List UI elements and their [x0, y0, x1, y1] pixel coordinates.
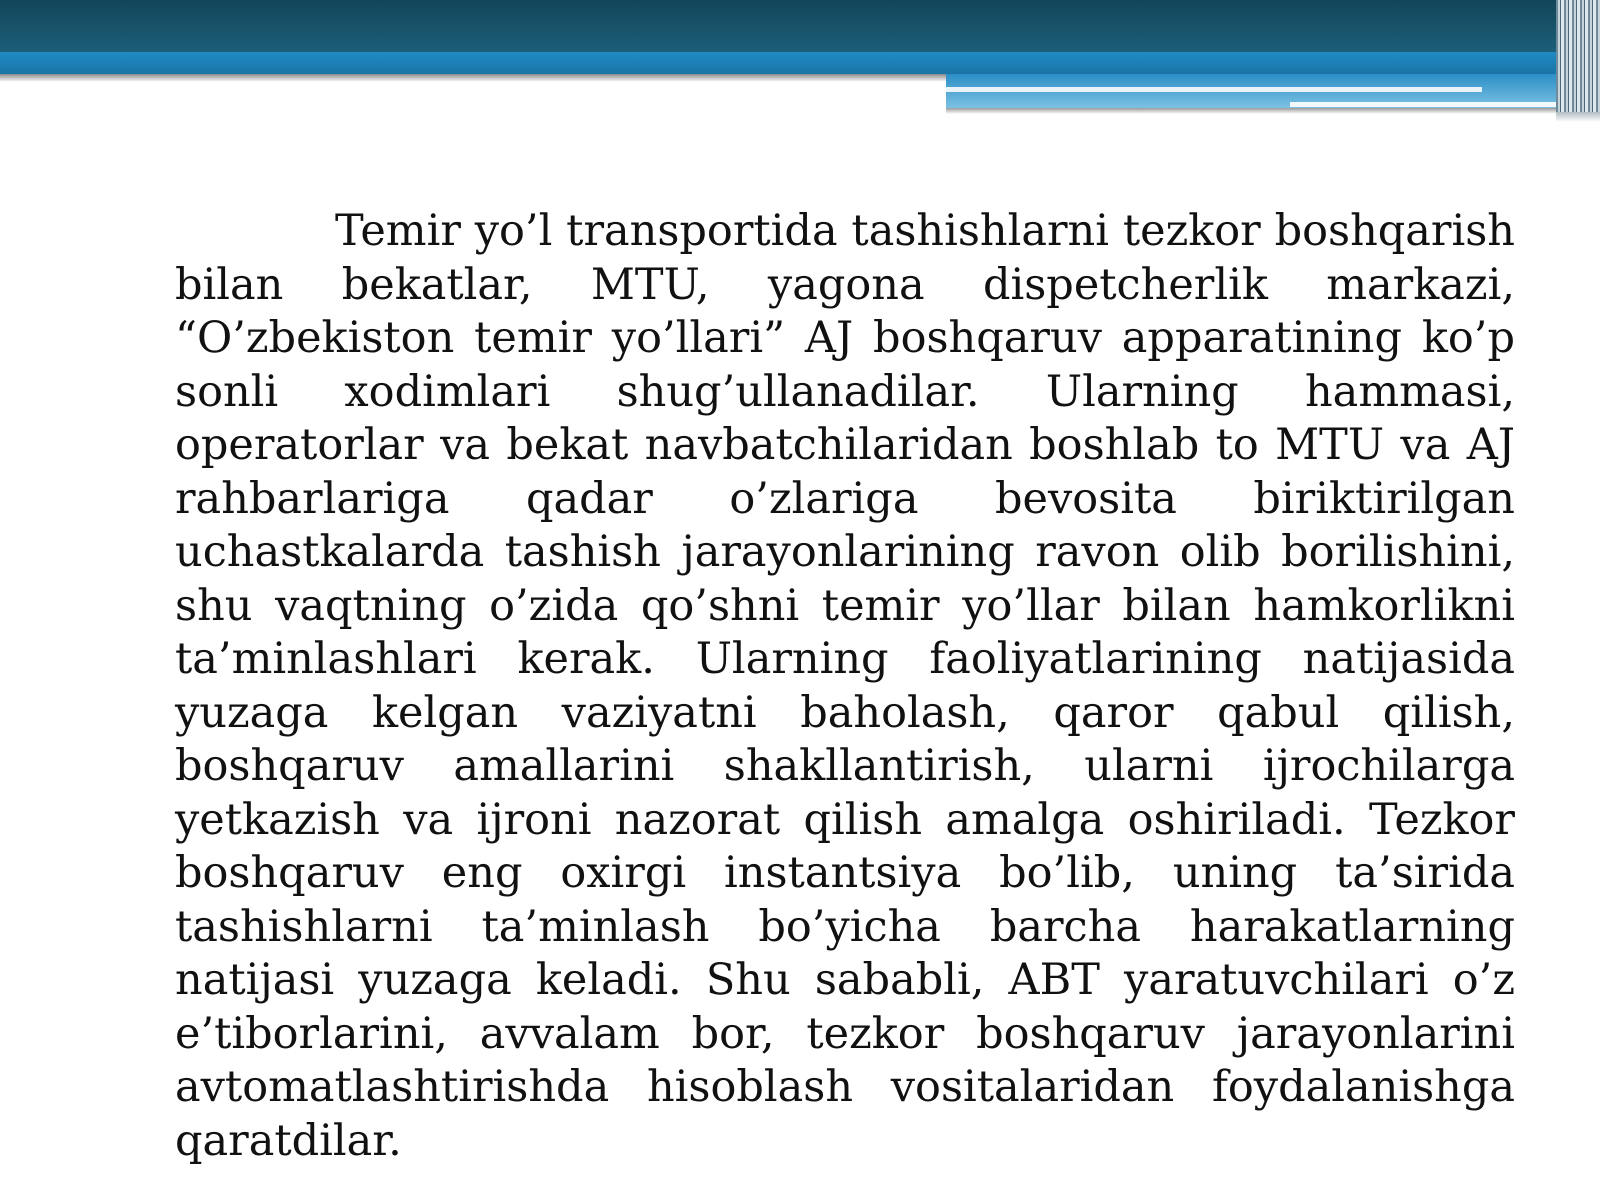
- header-step-line: [946, 87, 1482, 92]
- header-step-line-lower: [1290, 102, 1558, 107]
- slide-body-paragraph: Temir yo’l transportida tashishlarni tezkor boshqarish bilan bekatlar, MTU, yagona dispetcherlik markazi, “O’zbekiston temir yo’llari” AJ boshqaruv apparatining ko’p sonli xodimlari shug’ullanadilar. Ularning hammasi, operatorlar va bekat navbatchilaridan boshlab to MTU va AJ rahbarlariga qadar o’zlariga bevosita biriktirilgan uchastkalarda tashish jarayonlarining ravon olib borilishini, shu vaqtning o’zida qo’shni temir yo’llar bilan hamkorlikni ta’minlashlari kerak. Ularning faoliyatlarining natijasida yuzaga kelgan vaziyatni baholash, qaror qabul qilish, boshqaruv amallarini shakllantirish, ularni ijrochilarga yetkazish va ijroni nazorat qilish amalga oshiriladi. Tezkor boshqaruv eng oxirgi instantsiya bo’lib, uning ta’sirida tashishlarni ta’minlash bo’yicha barcha harakatlarning natijasi yuzaga keladi. Shu sababli, ABT yaratuvchilari o’z e’tiborlarini, avvalam bor, tezkor boshqaruv jarayonlarini avtomatlashtirishda hisoblash vositalaridan foydalanishga qaratdilar.: [175, 206, 1515, 1166]
- header-decoration-band: [0, 0, 1600, 112]
- header-light-stripe: [0, 52, 1558, 74]
- edge-stripes-fade: [1556, 112, 1600, 122]
- header-shadow: [0, 74, 946, 82]
- edge-stripes-decoration: [1556, 0, 1600, 112]
- header-dark-stripe: [0, 0, 1558, 52]
- header-step-shadow: [946, 108, 1558, 114]
